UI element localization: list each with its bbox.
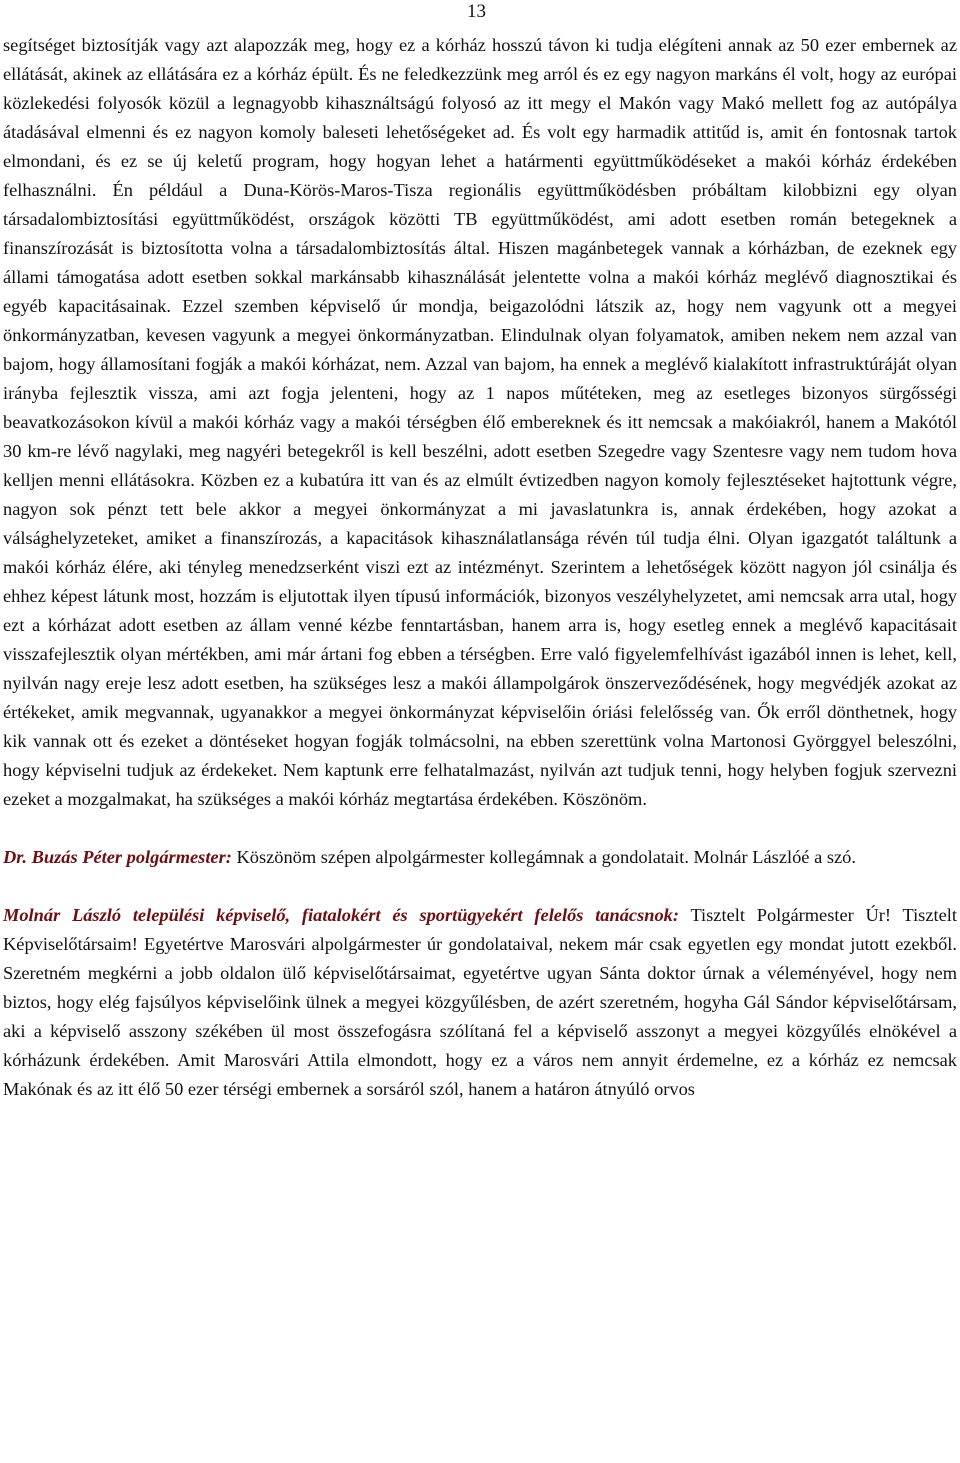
paragraph-continuation [3, 31, 957, 814]
paragraph-councillor-speech [3, 901, 957, 1104]
paragraph-mayor-remark [3, 843, 957, 872]
page-number: 13 [467, 1, 486, 22]
speaker-name: Dr. Buzás Péter polgármester: [3, 847, 232, 867]
paragraph-text: segítséget biztosítják vagy azt alapozzák meg, hogy ez a kórház hosszú távon ki tudja elégíteni annak az 50 ezer embernek az ellátását, akinek az ellátására ez a kórház épült. És ne feledkezzünk meg arról és ez egy nagyon markáns él volt, hogy az európai közlekedési folyosók közül a legnagyobb kihasználtságú folyosó az itt megy el Makón vagy Makó mellett fog az autópálya átadásával elmenni és ez nagyon komoly baleseti lehetőségeket ad. És volt egy harmadik attitűd is, amit én fontosnak tartok elmondani, és ez se új keletű program, hogy hogyan lehet a határmenti együttműködéseket a makói kórház érdekében felhasználni. Én például a Duna-Körös-Maros-Tisza regionális együttműködésben próbáltam kilobbizni egy olyan társadalombiztosítási együttműködést, országok közötti TB együttműködést, ami adott esetben román betegeknek a finanszírozását is biztosította volna a társadalombiztosítás által. Hiszen magánbetegek vannak a kórházban, de ezeknek egy állami támogatása adott esetben sokkal markánsabb kihasználását jelentette volna a makói kórház meglévő diagnosztikai és egyéb kapacitásainak. Ezzel szemben képviselő úr mondja, beigazolódni látszik az, hogy nem vagyunk ott a megyei önkormányzatban, kevesen vagyunk a megyei önkormányzatban. Elindulnak olyan folyamatok, amiben nekem nem azzal van bajom, hogy államosítani fogják a makói kórházat, nem. Azzal van bajom, ha ennek a meglévő kialakított infrastruktúráját olyan irányba fejlesztik vissza, ami azt fogja jelenteni, hogy az 1 napos műtéteken, meg az esetleges bizonyos sürgősségi beavatkozásokon kívül a makói kórház vagy a makói térségben élő embereknek és itt nemcsak a makóiakról, hanem a Makótól 30 km-re lévő nagylaki, meg nagyéri betegekről is kell beszélni, adott esetben Szegedre vagy Szentesre vagy nem tudom hova kelljen menni ellátásokra. Közben ez a kubatúra itt van és az elmúlt évtizedben nagyon komoly fejlesztéseket hajtottunk végre, nagyon sok pénzt tett bele akkor a megyei önkormányzat a mi javaslatunkra is, annak érdekében, hogy azokat a válsághelyzeteket, amiket a finanszírozás, a kapacitások kihasználatlansága révén túl tudja élni. Olyan igazgatót találtunk a makói kórház élére, aki tényleg menedzserként viszi ezt az intézményt. Szerintem a lehetőségek között nagyon jól csinálja és ehhez képest látunk most, hozzám is eljutottak ilyen típusú információk, bizonyos veszélyhelyzetet, ami nemcsak arra utal, hogy ezt a kórházat adott esetben az állam venné kézbe fenntartásban, hanem arra is, hogy esetleg ennek a meglévő kapacitásait visszafejlesztik olyan mértékben, ami már ártani fog ebben a térségben. Erre való figyelemfelhívást igazából innen is lehet, kell, nyilván nagy ereje lesz adott esetben, ha szükséges lesz a makói állampolgárok önszerveződésének, hogy megvédjék azokat az értékeket, amik megvannak, ugyanakkor a megyei önkormányzat képviselőin óriási felelősség van. Ők erről dönthetnek, hogy kik vannak ott és ezeket a döntéseket hogyan fogják tolmácsolni, na ebben szerettünk volna Martonosi Györggyel beleszólni, hogy képviselni tudjuk az érdekeket. Nem kaptunk erre felhatalmazást, nyilván azt tudjuk tenni, hogy helyben fogjuk szervezni ezeket a mozgalmakat, ha szükséges a makói kórház megtartása érdekében. Köszönöm. [3, 35, 957, 809]
paragraph-text: Köszönöm szépen alpolgármester kollegámnak a gondolatait. Molnár Lászlóé a szó. [231, 847, 856, 867]
speaker-name: Molnár László települési képviselő, fiatalokért és sportügyekért felelős tanácsnok: [3, 905, 679, 925]
paragraph-text: Tisztelt Polgármester Úr! Tisztelt Képviselőtársaim! Egyetértve Marosvári alpolgármester úr gondolataival, nekem már csak egyetlen egy mondat jutott ezekből. Szeretném megkérni a jobb oldalon ülő képviselőtársaimat, egyetértve ugyan Sánta doktor úrnak a véleményével, hogy nem biztos, hogy elég fajsúlyos képviselőink ülnek a megyei közgyűlésben, de azért szeretném, hogyha Gál Sándor képviselőtársam, aki a képviselő asszony székében ül most összefogásra szólítaná fel a képviselő asszonyt a megyei közgyűlés elnökével a kórházunk érdekében. Amit Marosvári Attila elmondott, hogy ez a város nem annyit érdemelne, ez a kórház ez nemcsak Makónak és az itt élő 50 ezer térségi embernek a sorsáról szól, hanem a határon átnyúló orvos [3, 905, 957, 1099]
document-body [3, 31, 957, 1104]
